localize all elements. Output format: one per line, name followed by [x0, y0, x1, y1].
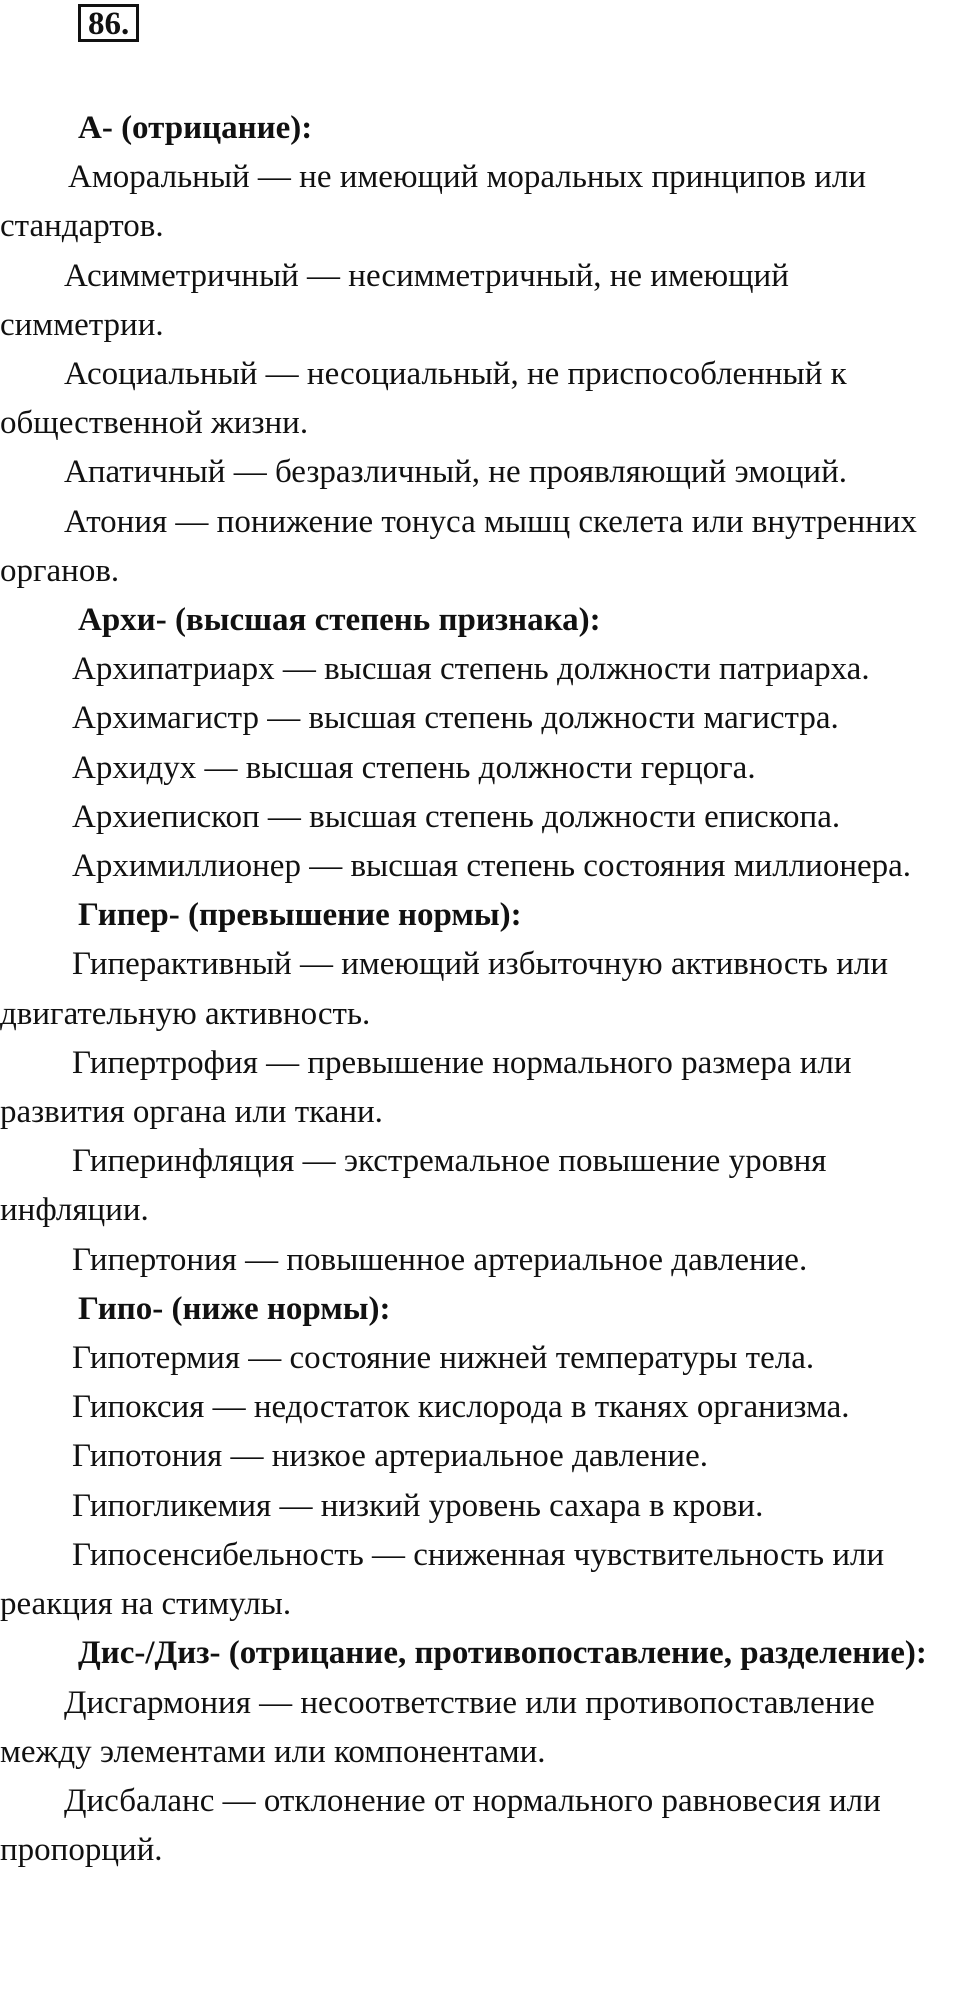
section-heading: Гипо- (ниже нормы):	[78, 1290, 391, 1327]
entry-text: Архимиллионер — высшая степень состояния миллионера.	[72, 848, 912, 885]
entry-text: Гипертония — повышенное артериальное давление.	[72, 1241, 808, 1278]
entry-text: Гипертрофия — превышение нормального размера или развития органа или ткани.	[0, 1044, 852, 1131]
entry-text: Гиперинфляция — экстремальное повышение уровня инфляции.	[0, 1143, 827, 1229]
entry-text: Асоциальный — несоциальный, не приспособленный к общественной жизни.	[0, 356, 847, 442]
entry-text: Дисбаланс — отклонение от нормального равновесия или пропорций.	[0, 1782, 881, 1869]
section-heading: Дис-/Диз- (отрицание, противопоставление, разделение):	[78, 1635, 927, 1672]
document-text	[0, 104, 958, 1875]
entry-text: Гипосенсибельность — сниженная чувствительность или реакция на стимулы.	[0, 1536, 885, 1623]
entry-text: Атония — понижение тонуса мышц скелета или внутренних органов.	[0, 503, 917, 589]
entry-text: Архидух — высшая степень должности герцога.	[72, 749, 756, 786]
section-heading: Гипер- (превышение нормы):	[78, 897, 522, 934]
entry-text: Дисгармония — несоответствие или противопоставление между элементами или компонентами.	[0, 1684, 875, 1770]
section-heading: Архи- (высшая степень признака):	[78, 602, 601, 639]
entry-text: Асимметричный — несимметричный, не имеющий симметрии.	[0, 257, 789, 343]
entry-text: Апатичный — безразличный, не проявляющий эмоций.	[64, 454, 847, 491]
entry-text: Архиепископ — высшая степень должности епископа.	[72, 798, 841, 835]
entry-text: Аморальный — не имеющий моральных принципов или стандартов.	[0, 159, 867, 245]
entry-text: Гипотермия — состояние нижней температуры тела.	[72, 1340, 815, 1377]
entry-text: Гиперактивный — имеющий избыточную активность или двигательную активность.	[0, 946, 889, 1032]
section-heading: А- (отрицание):	[78, 110, 313, 146]
entry-text: Гипогликемия — низкий уровень сахара в крови.	[72, 1487, 764, 1524]
entry-text: Архимагистр — высшая степень должности магистра.	[72, 700, 839, 737]
entry-text: Гипотония — низкое артериальное давление.	[72, 1438, 708, 1475]
task-number-box: 86.	[78, 4, 139, 42]
entry-text: Гипоксия — недостаток кислорода в тканях организма.	[72, 1389, 850, 1426]
entry-text: Архипатриарх — высшая степень должности патриарха.	[72, 651, 870, 688]
